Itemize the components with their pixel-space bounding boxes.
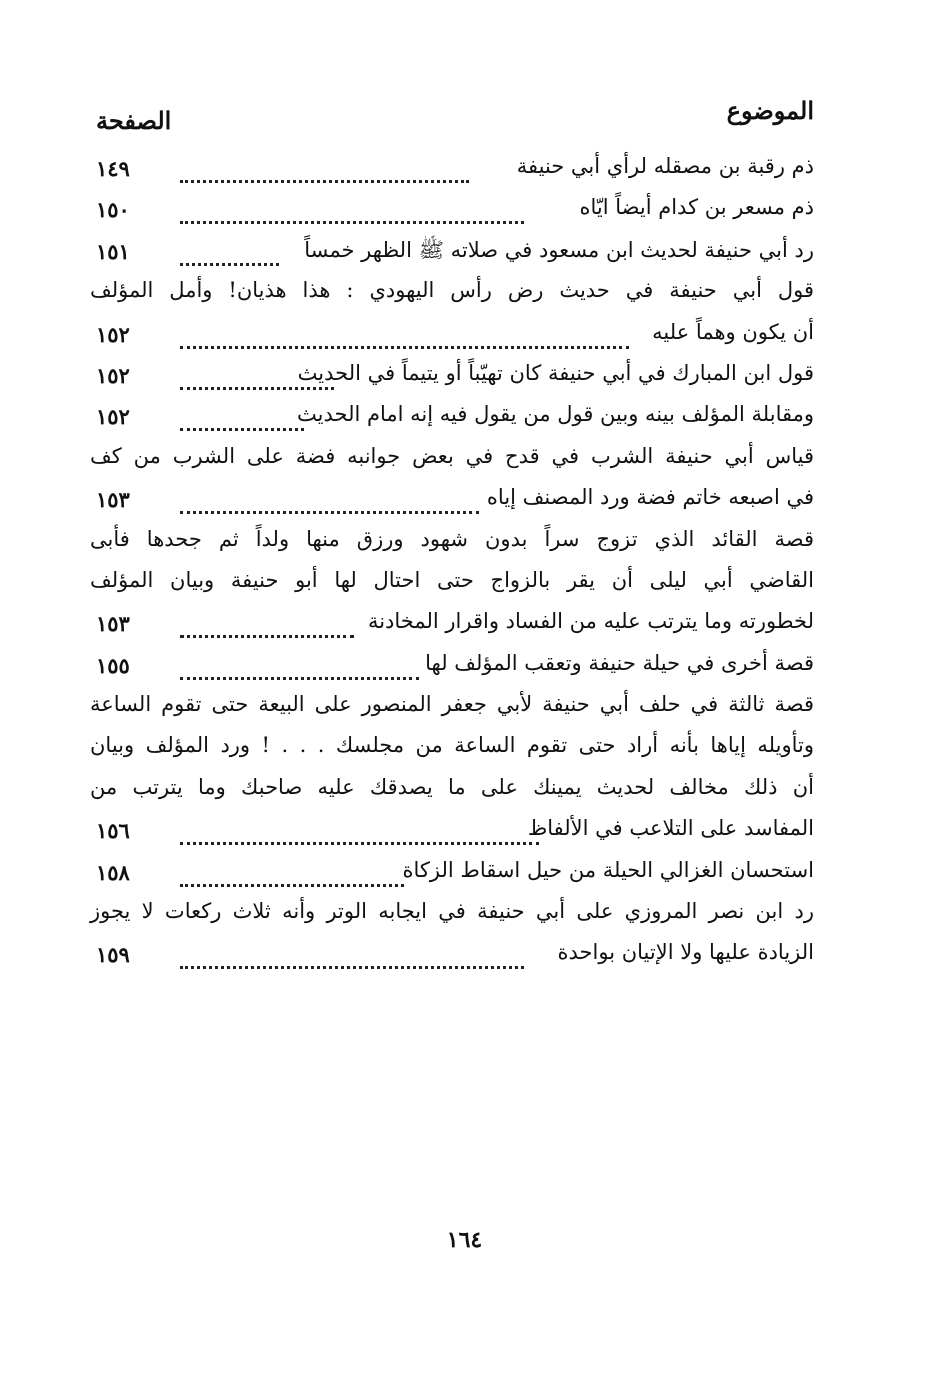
entry-page-number: ١٥٢ (96, 404, 130, 430)
dot-leader (180, 836, 539, 845)
toc-row (90, 316, 814, 357)
entry-text: قياس أبي حنيفة الشرب في قدح في بعض جوانبه فضة على الشرب من كف (90, 443, 814, 468)
table-of-contents (90, 150, 814, 978)
entry-text: قول أبي حنيفة في حديث رض رأس اليهودي : هذا هذيان! وأمل المؤلف (90, 278, 814, 303)
entry-page-number: ١٤٩ (96, 156, 130, 181)
dot-leader (180, 257, 279, 266)
toc-row (90, 812, 814, 853)
toc-row (90, 150, 814, 191)
entry-text: قصة أخرى في حيلة حنيفة وتعقب المؤلف لها (425, 650, 814, 675)
toc-row (90, 233, 814, 274)
entry-page-number: ١٥١ (96, 238, 130, 264)
dot-leader (180, 671, 419, 680)
entry-text: قصة ثالثة في حلف أبي حنيفة لأبي جعفر المنصور على البيعة حتى تقوم الساعة (90, 692, 814, 717)
page-column-heading: الصفحة (96, 106, 172, 135)
toc-row (90, 274, 814, 315)
entry-page-number: ١٥٠ (96, 197, 130, 223)
entry-text: استحسان الغزالي الحيلة من حيل اسقاط الزكاة (402, 857, 814, 882)
topic-column-heading: الموضوع (726, 96, 814, 125)
toc-row (90, 936, 814, 977)
entry-text: وتأويله إياها بأنه أراد حتى تقوم الساعة من مجلسك . . . ! ورد المؤلف وبيان (90, 733, 814, 758)
toc-row (90, 647, 814, 688)
toc-row (90, 398, 814, 439)
entry-text: المفاسد على التلاعب في الألفاظ (527, 816, 814, 841)
entry-text: القاضي أبي ليلى أن يقر بالزواج حتى احتال لها أبو حنيفة وبيان المؤلف (90, 567, 814, 592)
page-number: ١٦٤ (446, 1227, 483, 1253)
dot-leader (180, 878, 404, 887)
toc-row (90, 895, 814, 936)
dot-leader (180, 960, 524, 969)
dot-leader (180, 422, 304, 431)
dot-leader (180, 215, 524, 224)
entry-page-number: ١٥٦ (96, 818, 130, 844)
entry-text: قصة القائد الذي تزوج سراً بدون شهود ورزق منها ولداً ثم جحدها فأبى (90, 526, 814, 551)
toc-row (90, 191, 814, 232)
entry-text: لخطورته وما يترتب عليه من الفساد واقرار المخادنة (367, 609, 814, 634)
toc-row (90, 357, 814, 398)
entry-text: الزيادة عليها ولا الإتيان بواحدة (557, 940, 814, 965)
dot-leader (180, 381, 334, 390)
entry-text: ومقابلة المؤلف بينه وبين قول من يقول فيه إنه امام الحديث (297, 402, 814, 427)
entry-text: ذم رقبة بن مصقله لرأي أبي حنيفة (516, 154, 814, 178)
toc-row (90, 440, 814, 481)
entry-page-number: ١٥٨ (96, 859, 130, 885)
dot-leader (180, 174, 469, 183)
toc-row (90, 771, 814, 812)
entry-text: أن ذلك مخالف لحديث يمينك على ما يصدقك عليه صاحبك وما يترتب من (90, 774, 814, 799)
entry-text: ذم مسعر بن كدام أيضاً ايّاه (579, 195, 814, 220)
entry-text: رد ابن نصر المروزي على أبي حنيفة في ايجابه الوتر وأنه ثلاث ركعات لا يجوز (90, 899, 814, 924)
toc-row (90, 564, 814, 605)
entry-page-number: ١٥٩ (96, 942, 130, 968)
toc-row (90, 481, 814, 522)
dot-leader (180, 629, 354, 638)
toc-row (90, 688, 814, 729)
entry-text: في اصبعه خاتم فضة ورد المصنف إياه (486, 485, 814, 510)
entry-page-number: ١٥٢ (96, 321, 130, 347)
entry-page-number: ١٥٥ (96, 652, 130, 678)
toc-row (90, 605, 814, 646)
entry-text: قول ابن المبارك في أبي حنيفة كان تهيّباً أو يتيماً في الحديث (297, 360, 814, 385)
entry-page-number: ١٥٣ (96, 611, 130, 637)
entry-page-number: ١٥٢ (96, 362, 130, 388)
dot-leader (180, 505, 479, 514)
table-header (90, 96, 814, 136)
dot-leader (180, 340, 629, 349)
toc-row (90, 854, 814, 895)
entry-text: رد أبي حنيفة لحديث ابن مسعود في صلاته ﷺ الظهر خمساً (304, 237, 814, 262)
entry-text: أن يكون وهماً عليه (652, 319, 814, 344)
entry-page-number: ١٥٣ (96, 487, 130, 513)
toc-row (90, 729, 814, 770)
toc-row (90, 523, 814, 564)
